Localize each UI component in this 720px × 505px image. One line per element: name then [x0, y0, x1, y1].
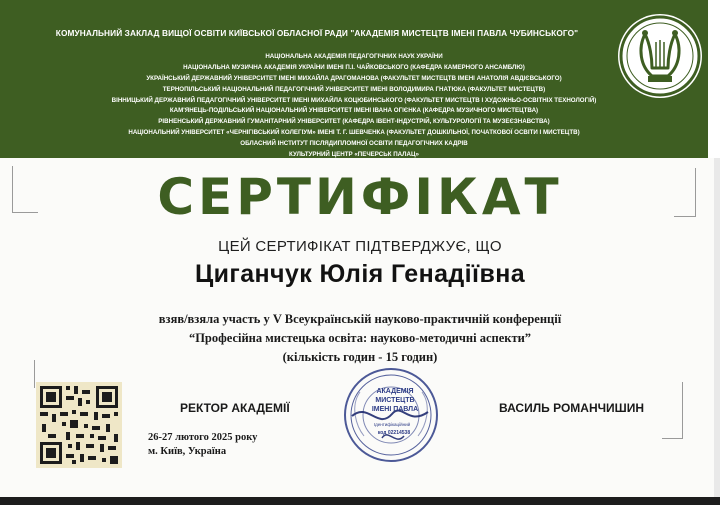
organizer-item: УКРАЇНСЬКИЙ ДЕРЖАВНИЙ УНІВЕРСИТЕТ ІМЕНІ МИХАЙЛА ДРАГОМАНОВА (ФАКУЛЬТЕТ МИСТЕЦТВ ІМЕНІ АНАТОЛІЯ АВДІЄВСЬКОГО) [146, 74, 562, 82]
qr-code-icon [36, 382, 122, 468]
organizer-item: КУЛЬТУРНИЙ ЦЕНТР «ПЕЧЕРСЬК ПАЛАЦ» [289, 151, 419, 159]
organizer-item: РІВНЕНСЬКИЙ ДЕРЖАВНИЙ ГУМАНІТАРНИЙ УНІВЕРСИТЕТ (КАФЕДРА ІВЕНТ-ІНДУСТРІЙ, КУЛЬТУРОЛОГІЇ ТА МУЗЕЄЗНАВСТВА) [158, 118, 550, 126]
organizer-item: ВІННИЦЬКИЙ ДЕРЖАВНИЙ ПЕДАГОГІЧНИЙ УНІВЕРСИТЕТ ІМЕНІ МИХАЙЛА КОЦЮБИНСЬКОГО (ФАКУЛЬТЕТ МИСТЕЦТВ І ХУДОЖНЬО-ОСВІТНІХ ТЕХНОЛОГІЙ) [111, 96, 597, 104]
event-place: м. Київ, Україна [148, 446, 227, 457]
official-stamp [342, 366, 440, 464]
hours-text: (кількість годин - 15 годин) [282, 350, 438, 364]
bottom-border [0, 497, 720, 505]
participation-line: взяв/взяла участь у V Всеукраїнській науково-практичній конференції [158, 312, 562, 326]
decorative-line [662, 438, 683, 439]
event-date: 26-27 лютого 2025 року [148, 432, 258, 443]
stamp-text: ІМЕНІ ПАВЛА [371, 406, 419, 413]
rector-label: РЕКТОР АКАДЕМІЇ [180, 401, 290, 415]
recipient-name: Циганчук Юлія Генадіївна [194, 260, 526, 288]
stamp-text: МИСТЕЦТВ [375, 397, 415, 404]
organizer-item: НАЦІОНАЛЬНА МУЗИЧНА АКАДЕМІЯ УКРАЇНИ ІМЕНІ П.І. ЧАЙКОВСЬКОГО (КАФЕДРА КАМЕРНОГО АНСАМБЛЮ) [183, 63, 525, 71]
decorative-line [682, 382, 683, 438]
organizer-item: ОБЛАСНИЙ ІНСТИТУТ ПІСЛЯДИПЛОМНОЇ ОСВІТИ ПЕДАГОГІЧНИХ КАДРІВ [240, 140, 468, 148]
stamp-text: Ідентифікаційний [373, 422, 411, 427]
right-stripe [708, 0, 720, 158]
organizer-item: НАЦІОНАЛЬНА АКАДЕМІЯ ПЕДАГОГІЧНИХ НАУК УКРАЇНИ [265, 53, 443, 60]
stamp-text: код 02214538 [377, 430, 411, 436]
lyre-icon [618, 14, 702, 98]
organizers-list [0, 52, 708, 161]
certificate-title: СЕРТИФІКАТ [157, 168, 563, 226]
stamp-text: АКАДЕМІЯ [376, 388, 414, 395]
conference-title: “Професійна мистецька освіта: науково-методичні аспекти” [188, 331, 532, 345]
signer-name: ВАСИЛЬ РОМАНЧИШИН [499, 401, 645, 415]
organizer-item: НАЦІОНАЛЬНИЙ УНІВЕРСИТЕТ «ЧЕРНІГІВСЬКИЙ КОЛЕГІУМ» ІМЕНІ Т. Г. ШЕВЧЕНКА (ФАКУЛЬТЕТ ДОШКІЛЬНОЇ, ПОЧАТКОВОЇ ОСВІТИ І МИСТЕЦТВ) [128, 129, 580, 137]
certificate-header [0, 0, 708, 158]
organizer-item: ТЕРНОПІЛЬСЬКИЙ НАЦІОНАЛЬНИЙ ПЕДАГОГІЧНИЙ УНІВЕРСИТЕТ ІМЕНІ ВОЛОДИМИРА ГНАТЮКА (ФАКУЛЬТЕТ МИСТЕЦТВ) [162, 85, 546, 93]
confirm-text: ЦЕЙ СЕРТИФІКАТ ПІДТВЕРДЖУЄ, ЩО [218, 238, 502, 255]
organizer-item: КАМ'ЯНЕЦЬ-ПОДІЛЬСЬКИЙ НАЦІОНАЛЬНИЙ УНІВЕРСИТЕТ ІМЕНІ ІВАНА ОГІЄНКА (КАФЕДРА МУЗИЧНОГО МИСТЕЦТВА) [169, 107, 539, 115]
stamp-seal-icon [342, 366, 440, 464]
header-title: КОМУНАЛЬНИЙ ЗАКЛАД ВИЩОЇ ОСВІТИ КИЇВСЬКОЇ ОБЛАСНОЇ РАДИ "АКАДЕМІЯ МИСТЕЦТВ ІМЕНІ ПАВЛА ЧУБИНСЬКОГО" [55, 28, 579, 38]
